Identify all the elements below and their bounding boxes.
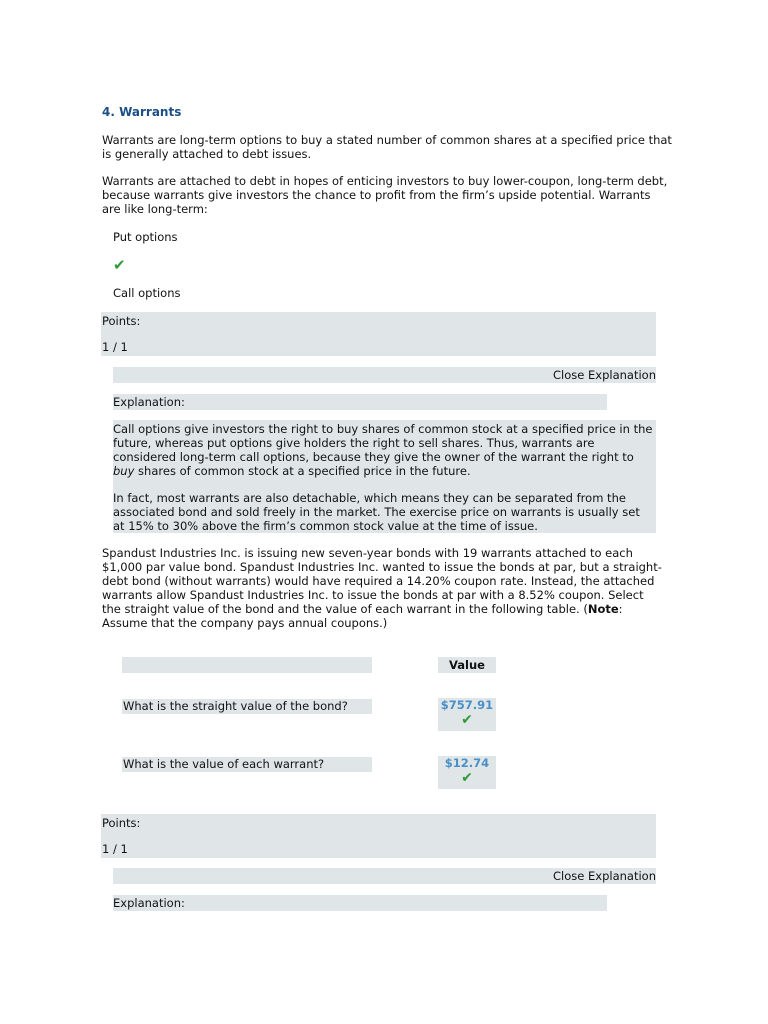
explanation-label: Explanation:: [113, 896, 185, 910]
checkmark-icon: ✔: [461, 770, 473, 786]
points-box: [101, 814, 656, 858]
table-header-value: Value: [438, 657, 496, 673]
explanation-text: shares of common stock at a specified price in the future.: [134, 464, 471, 478]
close-explanation-label: Close Explanation: [553, 869, 656, 883]
explanation-header: [113, 895, 607, 911]
option-call-options[interactable]: Call options: [113, 286, 181, 300]
explanation-paragraph-2: In fact, most warrants are also detachable, which means they can be separated from the associated bond and sold freely in the market. The exercise price on warrants is usually set at 15% to 30% above the firm’s common stock value at the time of issue.: [113, 491, 640, 533]
close-explanation-button[interactable]: [113, 367, 656, 383]
table-row-question: What is the straight value of the bond?: [122, 699, 372, 714]
note-text: : Assume that the company pays annual coupons.): [102, 602, 623, 630]
explanation-body: [113, 420, 656, 533]
answer-value: $12.74: [444, 756, 490, 770]
note-label: Note: [587, 602, 619, 616]
answer-value: $757.91: [440, 698, 494, 712]
checkmark-icon: ✔: [461, 712, 473, 728]
explanation-paragraph-1: [113, 422, 653, 478]
close-explanation-label: Close Explanation: [553, 368, 656, 382]
table-row-question: What is the value of each warrant?: [122, 757, 372, 772]
explanation-header: [113, 394, 607, 410]
points-label: Points:: [102, 816, 141, 830]
question-prompt: [102, 546, 662, 630]
close-explanation-button[interactable]: [113, 868, 656, 884]
explanation-text: Call options give investors the right to buy shares of common stock at a specified price in the future, whereas put options give holders the right to sell shares. Thus, warrants are considered long-term call options, because they give the owner of the warrant the right to: [113, 422, 653, 464]
points-label: Points:: [102, 314, 141, 328]
points-value: 1 / 1: [102, 340, 128, 354]
answer-cell-straight-value[interactable]: [438, 698, 496, 731]
checkmark-icon: ✔: [113, 256, 126, 274]
section-title: 4. Warrants: [102, 105, 182, 119]
explanation-label: Explanation:: [113, 395, 185, 409]
points-box: [101, 312, 656, 356]
option-put-options[interactable]: Put options: [113, 230, 178, 244]
points-value: 1 / 1: [102, 842, 128, 856]
intro-paragraph-1: Warrants are long-term options to buy a stated number of common shares at a specified price that is generally attached to debt issues.: [102, 133, 672, 161]
answer-cell-warrant-value[interactable]: [438, 756, 496, 789]
prompt-text: Spandust Industries Inc. is issuing new seven-year bonds with 19 warrants attached to each $1,000 par value bond. Spandust Industries Inc. wanted to issue the bonds at par, but a straight-debt bond (without warrants) would have required a 14.20% coupon rate. Instead, the attached warrants allow Spandust Industries Inc. to issue the bonds at par with a 8.52% coupon. Select the straight value of the bond and the value of each warrant in the following table. (: [102, 546, 662, 616]
explanation-emphasis: buy: [113, 464, 135, 478]
intro-paragraph-2: Warrants are attached to debt in hopes of enticing investors to buy lower-coupon, long-term debt, because warrants give investors the chance to profit from the firm’s upside potential. Warrants are like long-term:: [102, 174, 668, 216]
table-header-empty-cell: [122, 657, 372, 673]
